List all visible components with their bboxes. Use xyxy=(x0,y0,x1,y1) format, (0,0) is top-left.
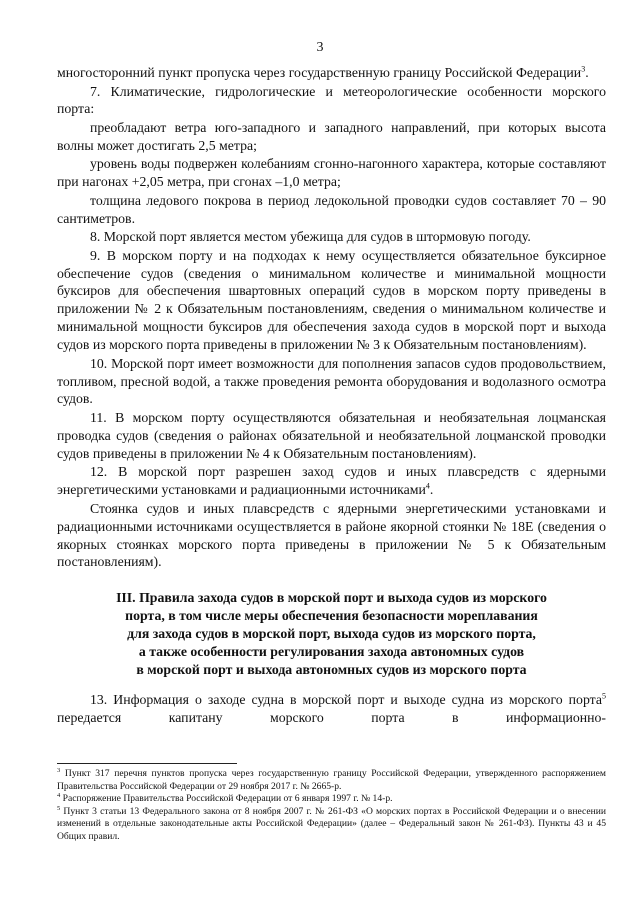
paragraph-7-winds: преобладают ветра юго-западного и западного направлений, при которых высота волны может достигать 2,5 метра; xyxy=(57,119,606,153)
heading-line: III. Правила захода судов в морской порт и выхода судов из морского xyxy=(116,590,547,606)
paragraph-7: 7. Климатические, гидрологические и метеорологические особенности морского порта: xyxy=(57,83,606,117)
paragraph-7-ice: толщина ледового покрова в период ледокольной проводки судов составляет 70 – 90 сантиметров. xyxy=(57,192,606,226)
footnote-separator xyxy=(57,763,237,764)
heading-line: порта, в том числе меры обеспечения безопасности мореплавания xyxy=(125,608,538,624)
paragraph-continuation xyxy=(57,64,606,82)
paragraph-7-water-level: уровень воды подвержен колебаниям сгонно-нагонного характера, которые составляют при нагонах +2,05 метра, при сгонах –1,0 метра; xyxy=(57,156,606,190)
footnote-text: Пункт 317 перечня пунктов пропуска через государственную границу Российской Федерации, утвержденного распоряжением Правительства Российской Федерации от 29 ноября 2017 г. № 2665-р. xyxy=(57,768,606,792)
paragraph-13 xyxy=(57,691,606,727)
footnote-ref-4[interactable]: 4 xyxy=(425,481,430,491)
section-heading-iii xyxy=(57,589,606,679)
footnote-text: Пункт 3 статьи 13 Федерального закона от 8 ноября 2007 г. № 261-ФЗ «О морских портах в Российской Федерации и о внесении изменений в отдельные законодательные акты Российской Федерации» (далее – Федеральный закон № 261-ФЗ). Пункты 43 и 45 Общих правил. xyxy=(57,805,606,842)
footnote-3 xyxy=(57,768,606,793)
footnote-ref-3[interactable]: 3 xyxy=(581,64,586,74)
heading-line: в морской порт и выхода автономных судов из морского порта xyxy=(136,661,527,677)
heading-line: для захода судов в морской порт, выхода судов из морского порта, xyxy=(127,626,536,642)
footnote-5 xyxy=(57,806,606,844)
paragraph-text: многосторонний пункт пропуска через государственную границу Российской Федерации xyxy=(57,65,582,80)
footnotes xyxy=(57,768,606,844)
page-number: 3 xyxy=(316,40,324,55)
footnote-mark: 5 xyxy=(57,804,61,812)
paragraph-text: порта xyxy=(568,691,602,707)
paragraph-text: 13. Информация о заходе судна в морской порт и выходе судна из морского xyxy=(90,691,563,707)
paragraph-text: 12. В морской порт разрешен заход судов и иных плавсредств с ядерными энергетическими установками и радиационными источниками xyxy=(57,464,606,498)
paragraph-text: передается капитану морского порта в информационно- xyxy=(57,709,606,725)
paragraph-12-anchorage: Стоянка судов и иных плавсредств с ядерными энергетическими установками и радиационными источниками осуществляется в районе якорной стоянки № 18Е (сведения о якорных стоянках морского порта приведены в приложении № 5 к Обязательным постановлениям). xyxy=(57,500,606,570)
body-text xyxy=(57,64,606,727)
footnote-4 xyxy=(57,793,606,806)
footnote-mark: 4 xyxy=(57,792,61,799)
paragraph-9: 9. В морском порту и на подходах к нему осуществляется обязательное буксирное обеспечение судов (сведения о минимальном количестве и минимальной мощности буксиров для обеспечения швартовных операций судов в морском порту приведены в приложении № 2 к Обязательным постановлениям, сведения о минимальном количестве и минимальной мощности буксиров для обеспечения захода судов в морской порт и выхода судов из морского порта приведены в приложении № 3 к Обязательным постановлениям). xyxy=(57,247,606,353)
paragraph-12 xyxy=(57,463,606,499)
paragraph-punct: . xyxy=(585,65,589,80)
paragraph-8: 8. Морской порт является местом убежища для судов в штормовую погоду. xyxy=(90,229,531,245)
paragraph-11: 11. В морском порту осуществляются обязательная и необязательная лоцманская проводка судов (сведения о районах обязательной и необязательной лоцманской проводки судов приведены в приложении № 4 к Обязательным постановлениям). xyxy=(57,409,606,461)
paragraph-punct: . xyxy=(429,482,434,498)
footnote-ref-5[interactable]: 5 xyxy=(602,691,606,701)
footnote-mark: 3 xyxy=(57,766,61,774)
footnote-text: Распоряжение Правительства Российской Федерации от 6 января 1997 г. № 14-р. xyxy=(60,793,393,805)
paragraph-10: 10. Морской порт имеет возможности для пополнения запасов судов продовольствием, топливом, пресной водой, а также проведения ремонта оборудования и водолазного осмотра судов. xyxy=(57,355,606,407)
heading-line: а также особенности регулирования захода автономных судов xyxy=(138,644,525,660)
